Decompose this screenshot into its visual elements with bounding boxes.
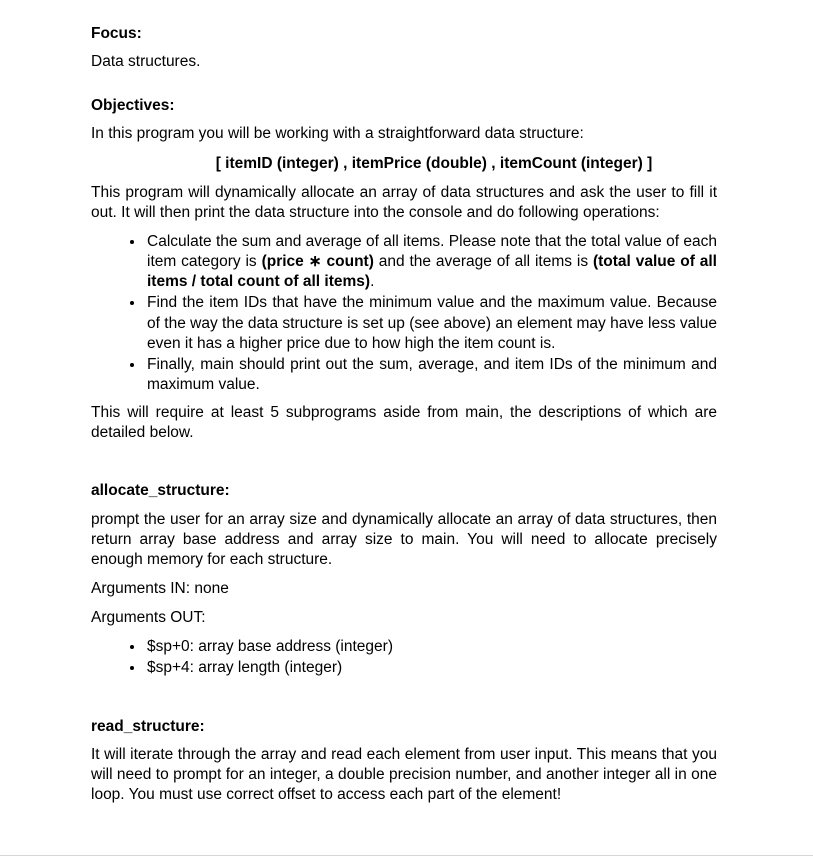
allocate-structure-heading: allocate_structure: (91, 482, 230, 500)
arguments-out-list (91, 637, 717, 678)
objectives-paragraph: This program will dynamically allocate an array of data structures and ask the user to fill it out. It will then print the data structure into the console and do following operations: (91, 183, 717, 221)
bullet-item: • Find the item IDs that have the minimum value and the maximum value. Because of the way the data structure is set up (see above) an element may have less value even it has a higher price due to how high the item count is. (145, 293, 717, 353)
read-structure-desc: It will iterate through the array and read each element from user input. This means that you will need to prompt for an integer, a double precision number, and another integer all in one loop. You must use correct offset to access each part of the element! (91, 745, 717, 803)
bullet-item: • Finally, main should print out the sum, average, and item IDs of the minimum and maximum value. (145, 355, 717, 395)
objectives-intro: In this program you will be working with a straightforward data structure: (91, 125, 584, 143)
bullet-item: • Calculate the sum and average of all items. Please note that the total value of each item category is (price ∗ count) and the average of all items is (total value of all items / total count of all items). (145, 232, 717, 292)
focus-heading: Focus: (91, 25, 142, 42)
arguments-in-line: Arguments IN: none (91, 579, 229, 597)
structure-definition: [ itemID (integer) , itemPrice (double) , itemCount (integer) ] (215, 154, 653, 172)
bullet-item: • $sp+0: array base address (integer) (145, 637, 717, 657)
focus-text: Data structures. (91, 53, 201, 71)
read-structure-heading: read_structure: (91, 717, 205, 735)
objectives-bullet-list (91, 232, 717, 395)
closing-paragraph: This will require at least 5 subprograms aside from main, the descriptions of which are detailed below. (91, 404, 717, 442)
allocate-structure-desc: prompt the user for an array size and dynamically allocate an array of data structures, then return array base address and array size to main. You will need to allocate precisely enough memory for each structure. (91, 510, 717, 568)
objectives-heading: Objectives: (91, 97, 175, 115)
arguments-out-line: Arguments OUT: (91, 609, 206, 627)
page-boundary-line (0, 855, 813, 856)
bullet-item: • $sp+4: array length (integer) (145, 658, 717, 678)
